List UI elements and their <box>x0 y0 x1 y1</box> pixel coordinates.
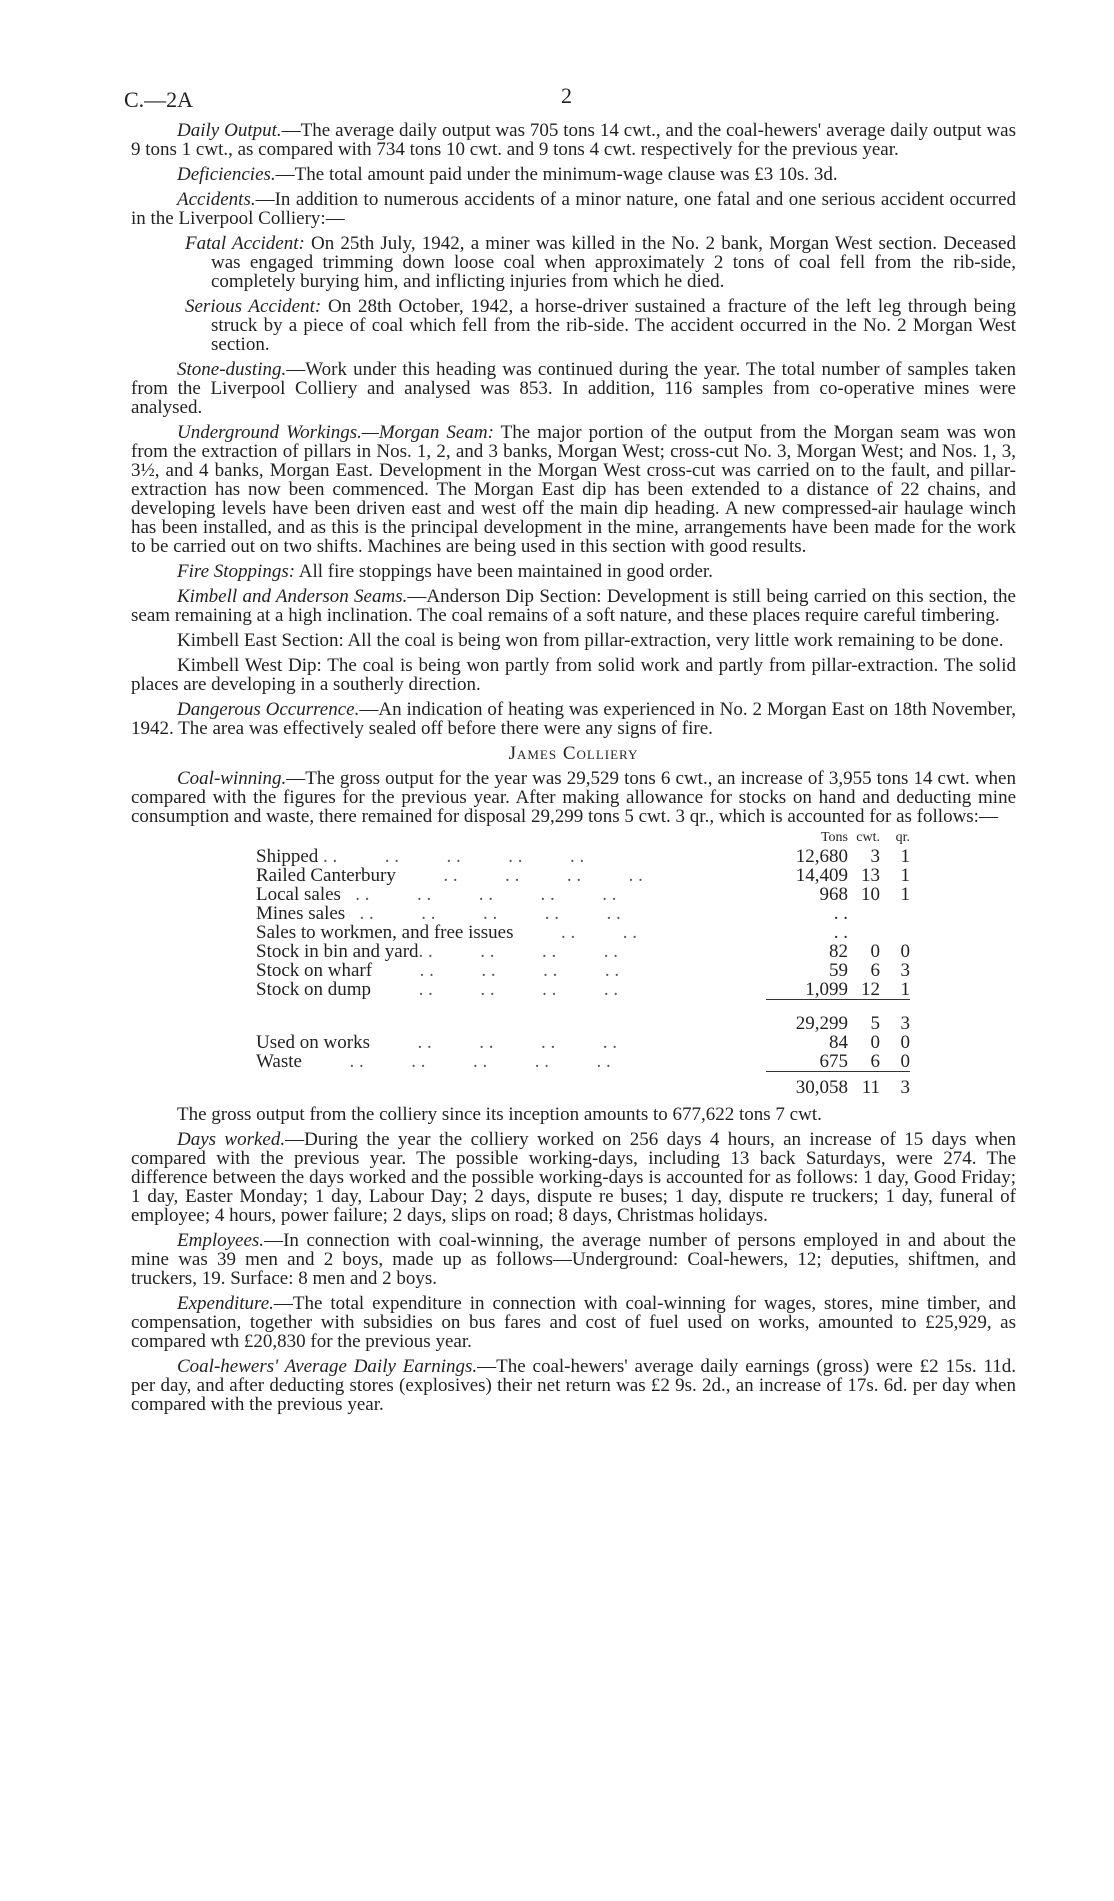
cell-qr: 1 <box>900 979 910 1000</box>
paragraph <box>131 1105 1016 1124</box>
paragraph-text: —During the year the colliery worked on 256 days 4 hours, an increase of 15 days when compared with the previous year. The possible working-days, including 13 back Saturdays, were 274. The difference between the days worked and the possible working-days is accounted for as follows: 1 day, Good Friday; 1 day, Easter Monday; 1 day, Labour Day; 2 days, dispute re buses; 1 day, dispute re truckers; 1 day, funeral of employee; 4 hours, power failure; 2 days, slips on road; 8 days, Christmas holidays. <box>131 1129 1017 1226</box>
cell-qr: 1 <box>900 884 910 905</box>
cell-tons: . . <box>833 903 848 924</box>
cell-qr: 3 <box>880 1072 910 1098</box>
table-row <box>256 1052 910 1072</box>
cell-cwt: 0 <box>870 941 880 962</box>
leader-dots: . . . . . . . . . . <box>301 1052 611 1072</box>
paragraph-heading: Stone-dusting. <box>177 359 287 380</box>
cell-cwt: 13 <box>861 865 880 886</box>
cell-cwt: 11 <box>848 1072 880 1098</box>
cell-cwt <box>848 904 880 923</box>
table-total-row <box>256 1000 910 1034</box>
paragraph-heading: Coal-hewers' Average Daily Earnings. <box>177 1356 478 1377</box>
paragraph <box>185 233 1016 292</box>
paragraph-text: On 25th July, 1942, a miner was killed in the No. 2 bank, Morgan West section. Deceased was engaged trimming down loose coal when approximately 2 tons of coal fell from the rib-side, completely burying him, and inflicting injuries from which he died. <box>211 233 1016 292</box>
row-label <box>256 885 766 904</box>
row-label <box>256 923 766 942</box>
paragraph <box>131 165 1016 184</box>
paragraph-heading: Kimbell and Anderson Seams. <box>177 586 408 607</box>
paragraph <box>185 296 1016 355</box>
row-label-text: Stock on wharf <box>256 961 373 980</box>
table-row <box>256 866 910 885</box>
cell-tons: 82 <box>829 941 848 962</box>
paragraph <box>131 1294 1016 1351</box>
table-total-row <box>256 1072 910 1098</box>
row-label <box>256 847 766 866</box>
paragraph <box>131 360 1016 417</box>
leader-dots: . . . . . . . . . . <box>340 885 617 904</box>
table-row <box>256 942 910 961</box>
row-label-empty <box>256 1000 766 1034</box>
cell-qr: 1 <box>900 846 910 867</box>
cell-tons: . . <box>833 922 848 943</box>
paragraph-heading: Serious Accident: <box>185 296 322 317</box>
table-row <box>256 847 910 866</box>
cell-tons: 30,058 <box>766 1072 848 1098</box>
row-label <box>256 1033 766 1052</box>
page-header <box>0 82 1114 110</box>
col-cwt: cwt. <box>856 830 880 845</box>
paragraph <box>131 700 1016 738</box>
disposal-table <box>256 828 910 1097</box>
paragraph-text: —In connection with coal-winning, the average number of persons employed in and about the mine was 39 men and 2 boys, made up as follows—Underground: Coal-hewers, 12; deputies, shiftmen, and truckers, 19. Surface: 8 men and 2 boys. <box>131 1230 1016 1289</box>
paragraph <box>131 1357 1016 1414</box>
paragraph-heading: Expenditure. <box>177 1293 274 1314</box>
row-label <box>256 1052 766 1072</box>
paragraph-heading: Dangerous Occurrence. <box>177 699 360 720</box>
cell-tons: 968 <box>819 884 848 905</box>
cell-qr: 0 <box>900 941 910 962</box>
leader-dots: . . . . . . . . <box>395 866 643 885</box>
cell-cwt <box>848 923 880 942</box>
leader-dots: . . . . . . . . . . <box>318 847 585 866</box>
paragraph <box>131 1231 1016 1288</box>
paragraph-text: —The average daily output was 705 tons 14 cwt., and the coal-hewers' average daily output was 9 tons 1 cwt., as compared with 734 tons 10 cwt. and 9 tons 4 cwt. respectively for the previous year. <box>131 120 1016 160</box>
cell-tons: 675 <box>819 1051 848 1072</box>
cell-qr <box>880 904 910 923</box>
cell-qr: 3 <box>880 1000 910 1034</box>
cell-tons: 59 <box>829 960 848 981</box>
paragraph-text: —In addition to numerous accidents of a minor nature, one fatal and one serious accident occurred in the Liverpool Colliery:— <box>131 189 1016 229</box>
col-qr: qr. <box>895 830 910 845</box>
leader-dots: . . . . . . . . <box>371 980 619 1000</box>
report-code: C.—2A <box>124 87 194 112</box>
section-title: James Colliery <box>508 743 639 764</box>
paragraph-group-3 <box>131 769 1016 826</box>
cell-qr: 0 <box>900 1051 910 1072</box>
paragraph <box>131 121 1016 159</box>
paragraph-text: —The coal-hewers' average daily earnings (gross) were £2 15s. 11d. per day, and after deducting stores (explosives) their net return was £2 9s. 2d., an increase of 17s. 6d. per day when compared with the previous year. <box>131 1356 1016 1415</box>
paragraph-text: Kimbell East Section: All the coal is being won from pillar-extraction, very little work remaining to be done. <box>177 630 1004 651</box>
row-label-text: Stock on dump <box>256 980 372 1000</box>
row-label-text: Sales to workmen, and free issues <box>256 923 514 942</box>
table-row <box>256 885 910 904</box>
paragraph-text: The gross output from the colliery since its inception amounts to 677,622 tons 7 cwt. <box>177 1104 822 1125</box>
row-label-text: Waste <box>256 1052 302 1072</box>
paragraph-text: —The total amount paid under the minimum-wage clause was £3 10s. 3d. <box>275 164 838 185</box>
cell-cwt: 6 <box>870 960 880 981</box>
paragraph-text: —The gross output for the year was 29,529 tons 6 cwt., an increase of 3,955 tons 14 cwt. when compared with the figures for the previous year. After making allowance for stocks on hand and deducting mine consumption and waste, there remained for disposal 29,299 tons 5 cwt. 3 qr., which is accounted for as follows:— <box>131 768 1016 827</box>
cell-cwt: 10 <box>861 884 880 905</box>
paragraph <box>131 631 1016 650</box>
table-row <box>256 923 910 942</box>
paragraph <box>131 562 1016 581</box>
leader-dots: . . . . . . . . <box>418 942 619 961</box>
paragraph <box>131 769 1016 826</box>
row-label-text: Used on works <box>256 1033 370 1052</box>
table-row <box>256 1033 910 1052</box>
row-label <box>256 961 766 980</box>
row-label <box>256 980 766 1000</box>
row-label <box>256 904 766 923</box>
cell-qr <box>880 923 910 942</box>
paragraph-heading: Daily Output. <box>177 120 282 141</box>
paragraph-heading: Coal-winning. <box>177 768 287 789</box>
cell-cwt: 3 <box>870 846 880 867</box>
table-header <box>256 828 910 847</box>
paragraph <box>131 1130 1016 1225</box>
paragraph-text: —The total expenditure in connection with coal-winning for wages, stores, mine timber, and compensation, together with subsidies on bus fares and cost of fuel used on works, amounted to £25,929, as compared wth £20,830 for the previous year. <box>131 1293 1016 1352</box>
row-label <box>256 866 766 885</box>
row-label <box>256 942 766 961</box>
row-label-text: Mines sales <box>256 904 346 923</box>
table-row <box>256 904 910 923</box>
paragraph <box>131 587 1016 625</box>
cell-qr: 3 <box>900 960 910 981</box>
cell-tons: 1,099 <box>805 979 848 1000</box>
cell-cwt: 0 <box>870 1032 880 1053</box>
paragraph-group-2 <box>131 360 1016 738</box>
row-label-empty <box>256 1072 766 1098</box>
row-label-text: Local sales <box>256 885 341 904</box>
paragraph-text: Kimbell West Dip: The coal is being won partly from solid work and partly from pillar-extraction. The solid places are developing in a southerly direction. <box>131 655 1016 695</box>
cell-qr: 0 <box>900 1032 910 1053</box>
row-label-text: Railed Canterbury <box>256 866 396 885</box>
paragraph-heading: Fire Stoppings: <box>177 561 296 582</box>
paragraph <box>131 423 1016 556</box>
paragraph-group-1 <box>131 121 1016 228</box>
paragraph-group-4 <box>131 1105 1016 1414</box>
document-body <box>131 121 1016 1420</box>
paragraph-text: —Anderson Dip Section: Development is still being carried on this section, the seam remaining at a high inclination. The coal remains of a soft nature, and these places require careful timbering. <box>131 586 1016 626</box>
row-label-text: Shipped <box>256 847 319 866</box>
paragraph-heading: Fatal Accident: <box>185 233 305 254</box>
paragraph-heading: Accidents. <box>177 189 256 210</box>
table-row <box>256 961 910 980</box>
col-tons: Tons <box>820 830 848 845</box>
cell-tons: 84 <box>829 1032 848 1053</box>
paragraph-heading: Employees. <box>177 1230 265 1251</box>
paragraph-text: —An indication of heating was experienced in No. 2 Morgan East on 18th November, 1942. The area was effectively sealed off before there were any signs of fire. <box>131 699 1016 739</box>
leader-dots: . . . . . . . . <box>372 961 620 980</box>
cell-cwt: 6 <box>870 1051 880 1072</box>
cell-tons: 12,680 <box>795 846 848 867</box>
leader-dots: . . . . <box>513 923 637 942</box>
paragraph-heading: Underground Workings.—Morgan Seam: <box>177 422 494 443</box>
row-label-text: Stock in bin and yard <box>256 942 419 961</box>
paragraph-text: The major portion of the output from the Morgan seam was won from the extraction of pillars in Nos. 1, 2, and 3 banks, Morgan West; cross-cut No. 3, Morgan West; and Nos. 1, 3, 3½, and 4 banks, Morgan East. Development in the Morgan West cross-cut was carried on to the fault, and pillar-extraction has now been commenced. The Morgan East dip has been extended to a distance of 22 chains, and developing levels have been driven east and west off the main dip heading. A new compressed-air haulage winch has been installed, and as this is the principal development in the mine, arrangements have been made for the work to be carried out on two shifts. Machines are being used in this section with good results. <box>131 422 1016 557</box>
table-row <box>256 980 910 1000</box>
paragraph <box>131 190 1016 228</box>
paragraph-text: —Work under this heading was continued during the year. The total number of samples taken from the Liverpool Colliery and analysed was 853. In addition, 116 samples from co-operative mines were analysed. <box>131 359 1016 418</box>
leader-dots: . . . . . . . . <box>370 1033 617 1052</box>
cell-cwt: 5 <box>848 1000 880 1034</box>
paragraph-text: All fire stoppings have been maintained in good order. <box>295 561 713 582</box>
page-number: 2 <box>561 83 572 108</box>
paragraph-heading: Days worked. <box>177 1129 286 1150</box>
leader-dots: . . . . . . . . . . <box>345 904 621 923</box>
cell-tons: 14,409 <box>795 865 848 886</box>
paragraph-text: On 28th October, 1942, a horse-driver sustained a fracture of the left leg through being struck by a piece of coal which fell from the rib-side. The accident occurred in the No. 2 Morgan West section. <box>211 296 1016 355</box>
paragraph <box>131 656 1016 694</box>
cell-qr: 1 <box>900 865 910 886</box>
paragraph-heading: Deficiencies. <box>177 164 276 185</box>
cell-cwt: 12 <box>861 979 880 1000</box>
cell-tons: 29,299 <box>766 1000 848 1034</box>
accident-list <box>131 234 1016 354</box>
